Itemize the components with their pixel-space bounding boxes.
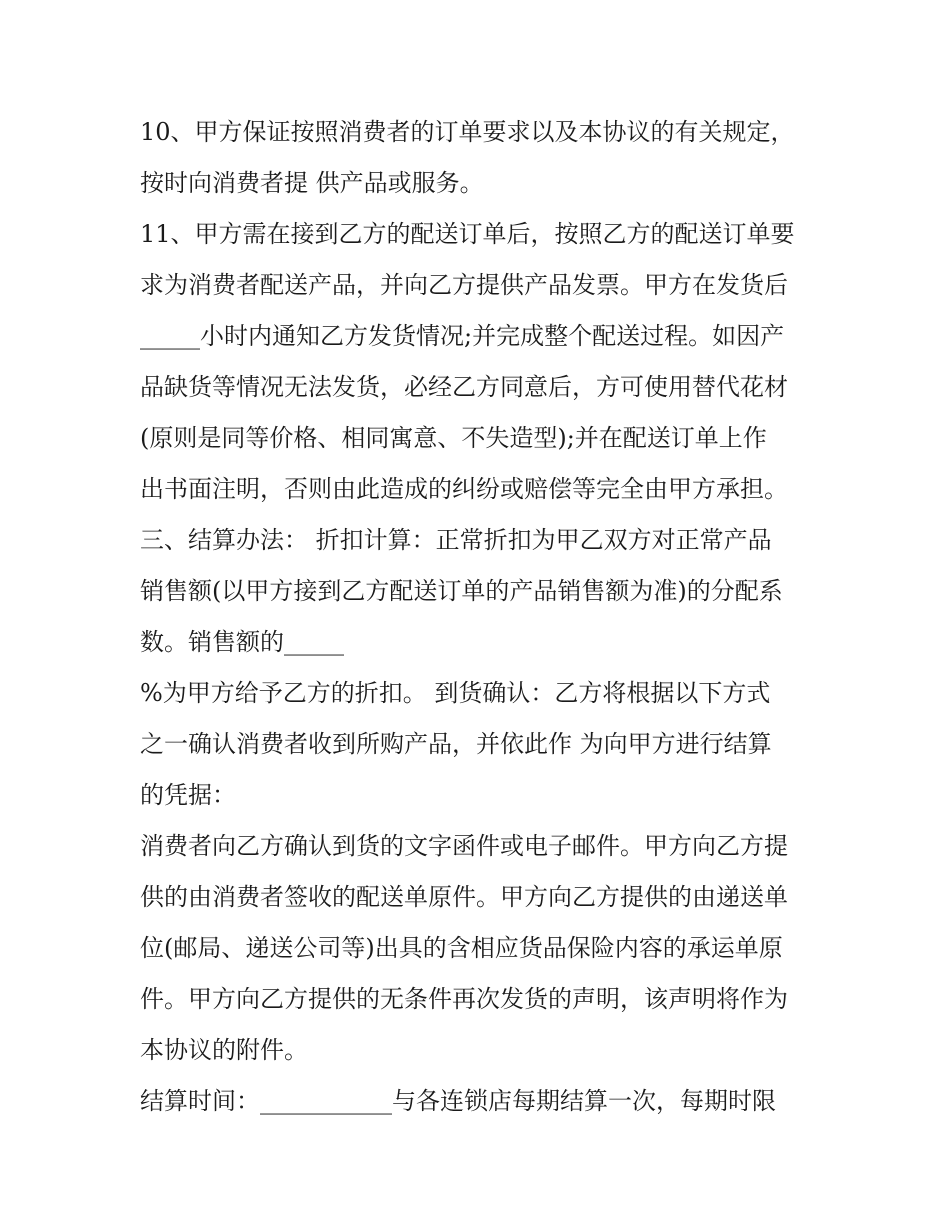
text-line: 11、甲方需在接到乙方的配送订单后，按照乙方的配送订单要: [140, 220, 795, 248]
text-line: 数。销售额的_____: [140, 628, 344, 656]
text-line: (原则是同等价格、相同寓意、不失造型);并在配送订单上作: [140, 424, 767, 452]
text-line: 供的由消费者签收的配送单原件。甲方向乙方提供的由递送单: [140, 883, 788, 911]
text-line: 销售额(以甲方接到乙方配送订单的产品销售额为准)的分配系: [140, 577, 783, 605]
text-line: 的凭据：: [140, 781, 236, 809]
text-line: 三、结算办法： 折扣计算：正常折扣为甲乙双方对正常产品: [140, 526, 772, 554]
text-line: 求为消费者配送产品，并向乙方提供产品发票。甲方在发货后: [140, 271, 788, 299]
text-line: 结算时间：___________与各连锁店每期结算一次，每期时限: [140, 1087, 776, 1115]
text-line: 之一确认消费者收到所购产品，并依此作 为向甲方进行结算: [140, 730, 772, 758]
text-line: 10、甲方保证按照消费者的订单要求以及本协议的有关规定，: [140, 118, 795, 146]
text-line: 品缺货等情况无法发货，必经乙方同意后，方可使用替代花材: [140, 373, 788, 401]
text-line: _____小时内通知乙方发货情况;并完成整个配送过程。如因产: [140, 322, 785, 350]
text-line: 消费者向乙方确认到货的文字函件或电子邮件。甲方向乙方提: [140, 832, 788, 860]
text-line: 按时向消费者提 供产品或服务。: [140, 169, 484, 197]
text-line: %为甲方给予乙方的折扣。 到货确认：乙方将根据以下方式: [140, 679, 771, 707]
text-line: 位(邮局、递送公司等)出具的含相应货品保险内容的承运单原: [140, 934, 783, 962]
text-line: 出书面注明，否则由此造成的纠纷或赔偿等完全由甲方承担。: [140, 475, 788, 503]
document-body: [140, 107, 830, 1127]
text-line: 本协议的附件。: [140, 1036, 308, 1064]
text-line: 件。甲方向乙方提供的无条件再次发货的声明，该声明将作为: [140, 985, 788, 1013]
